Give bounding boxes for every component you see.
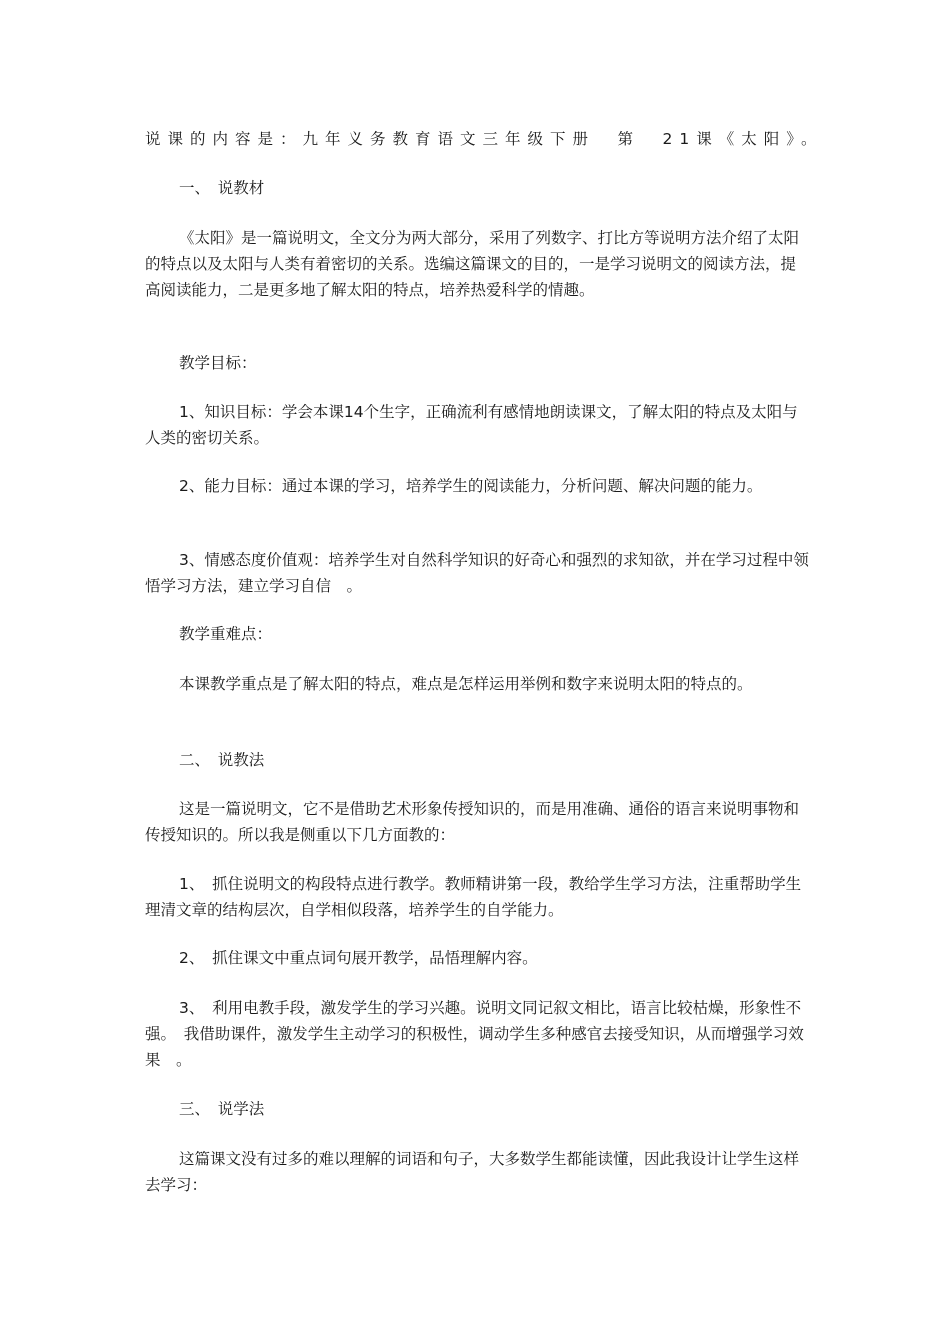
method-item-3: 3、 利用电教手段，激发学生的学习兴趣。说明文同记叙文相比，语言比较枯燥，形象性不强。 我借助课件，激发学生主动学习的积极性，调动学生多种感官去接受知识，从而增强学习效果 。: [145, 999, 804, 1069]
learning-method-paragraph: 这篇课文没有过多的难以理解的词语和句子，大多数学生都能读懂，因此我设计让学生这样去学习：: [145, 1150, 800, 1194]
knowledge-goal-paragraph: 1、知识目标：学会本课14个生字，正确流利有感情地朗读课文，了解太阳的特点及太阳与人类的密切关系。: [145, 403, 798, 447]
section-heading-teaching-method: 二、 说教法: [179, 751, 265, 769]
key-points-paragraph: 本课教学重点是了解太阳的特点，难点是怎样运用举例和数字来说明太阳的特点的。: [179, 675, 753, 693]
ability-goal-paragraph: 2、能力目标：通过本课的学习，培养学生的阅读能力，分析问题、解决问题的能力。: [179, 477, 763, 495]
lesson-intro-line: 说课的内容是：九年义务教育语文三年级下册 第 21课《太阳》。: [145, 130, 824, 148]
teaching-goals-heading: 教学目标：: [179, 354, 257, 372]
method-item-2: 2、 抓住课文中重点词句展开教学，品悟理解内容。: [179, 949, 538, 967]
teaching-method-paragraph: 这是一篇说明文，它不是借助艺术形象传授知识的，而是用准确、通俗的语言来说明事物和传授知识的。所以我是侧重以下几方面教的：: [145, 800, 800, 844]
emotion-goal-paragraph: 3、情感态度价值观：培养学生对自然科学知识的好奇心和强烈的求知欲，并在学习过程中领悟学习方法，建立学习自信 。: [145, 551, 809, 595]
textbook-paragraph: 《太阳》是一篇说明文，全文分为两大部分，采用了列数字、打比方等说明方法介绍了太阳的特点以及太阳与人类有着密切的关系。选编这篇课文的目的，一是学习说明文的阅读方法，提高阅读能力，二是更多地了解太阳的特点，培养热爱科学的情趣。: [145, 229, 800, 299]
method-item-1: 1、 抓住说明文的构段特点进行教学。教师精讲第一段，教给学生学习方法，注重帮助学生理清文章的结构层次，自学相似段落，培养学生的自学能力。: [145, 875, 802, 919]
section-heading-textbook: 一、 说教材: [179, 179, 265, 197]
section-heading-learning-method: 三、 说学法: [179, 1100, 265, 1118]
key-points-heading: 教学重难点：: [179, 625, 273, 643]
